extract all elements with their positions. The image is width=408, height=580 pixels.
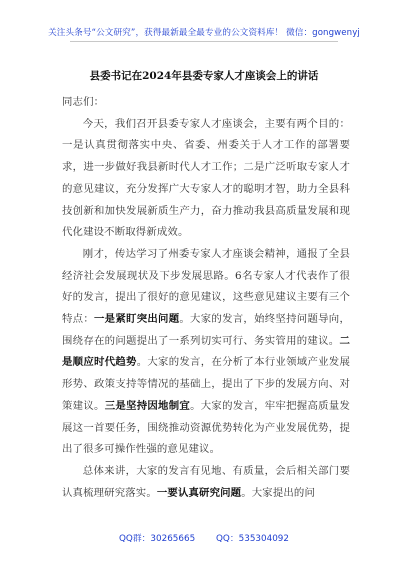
document-title: 县委书记在2024年县委专家人才座谈会上的讲话 [89, 70, 319, 82]
paragraph-text: 今天，我们召开县委专家人才座谈会，主要有两个目的：一是认真贯彻落实中央、省委、州委关于人才工作的部署要求，进一步做好我县新时代人才工作；二是广泛听取专家人才的意见建议，充分发挥广大专家人才的聪明才智，助力全县科技创新和加快发展新质生产力，奋力推动我县高质量发展和现代化建设不断取得新成效。 [62, 117, 350, 239]
paragraph-intro [62, 114, 350, 244]
emphasis-requirement-1: 一要认真研究问题 [156, 486, 242, 499]
footer-qq-group: QQ群：30265665 [118, 534, 196, 544]
emphasis-point-2: 二是顺应时代趋势 [62, 334, 350, 369]
paragraph-text: 。大家的发言，在分析了本行业领域产业发展形势、政策支持等情况的基础上，提出了下步的发展方向、对策建议。 [62, 356, 350, 412]
emphasis-point-1: 一是紧盯突出问题 [94, 313, 180, 326]
emphasis-point-3: 三是坚持因地制宜 [104, 399, 191, 412]
paragraph-text: 刚才，传达学习了州委专家人才座谈会精神，通报了全县经济社会发展现状及下步发展思路。6名专家人才代表作了很好的发言，提出了很好的意见建议，这些意见建议主要有三个特点： [62, 247, 350, 326]
footer-qq-number: QQ：535304092 [215, 534, 290, 544]
salutation: 同志们： [62, 96, 105, 108]
paragraph-text: 。大家的发言，牢牢把握高质量发展这一首要任务，围绕推动资源优势转化为产业发展优势，提出了很多可操作性强的意见建议。 [62, 399, 350, 456]
header-divider [70, 41, 338, 42]
footer-contact [0, 531, 408, 544]
paragraph-text: 。大家提出的问 [241, 486, 315, 499]
paragraph-text: 。大家的发言，始终坚持问题导向，围绕存在的问题提出了一系列切实可行、务实管用的建议。 [62, 313, 350, 347]
header-banner [0, 26, 408, 38]
banner-text: 关注头条号“公文研究”，获得最新最全最专业的公文资料库！ 微信：gongwenyj [48, 28, 360, 38]
document-body [62, 92, 350, 504]
paragraph-text: 总体来讲，大家的发言有见地、有质量，会后相关部门要认真梳理研究落实。 [62, 464, 350, 499]
paragraph-feedback [62, 244, 350, 461]
paragraph-summary [62, 461, 350, 504]
